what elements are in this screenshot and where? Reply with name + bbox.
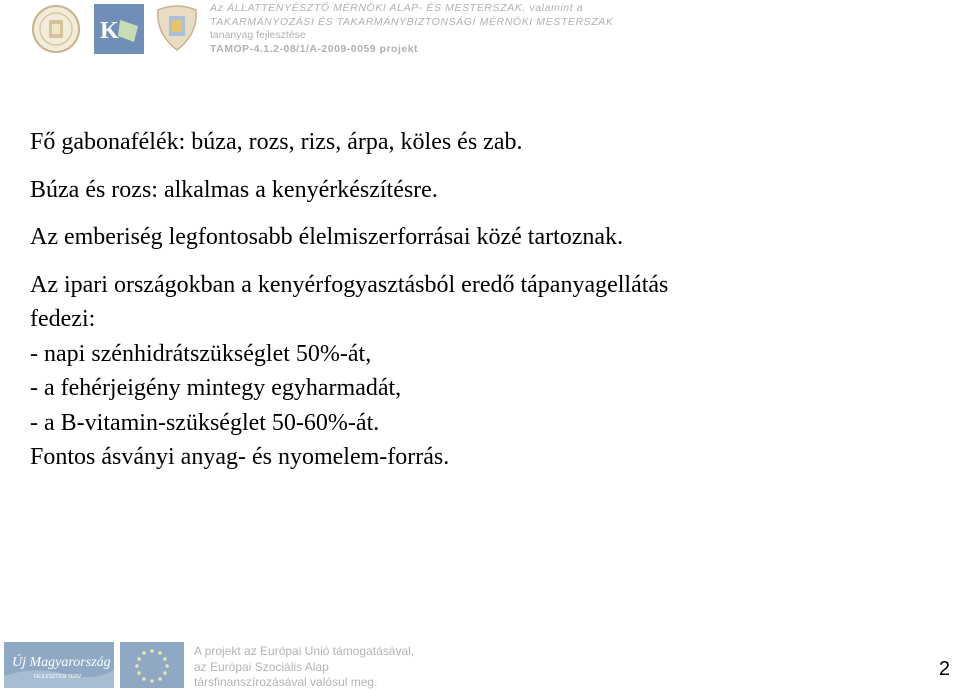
- main-cereals-text: Fő gabonafélék: búza, rozs, rizs, árpa, köles és zab.: [30, 129, 523, 155]
- coat-of-arms-logo: [152, 4, 202, 54]
- funding-line-2: az Európai Szociális Alap: [194, 659, 329, 674]
- funding-line-3: társfinanszírozásával valósul meg.: [194, 675, 378, 689]
- food-source-text: Az emberiség legfontosabb élelmiszerforrásai közé tartoznak.: [30, 224, 624, 250]
- industrial-countries-text-line2: fedezi:: [30, 306, 96, 332]
- eu-flag-logo: [120, 642, 184, 688]
- funding-line-1: A projekt az Európai Unió támogatásával,: [194, 644, 415, 658]
- uj-magyarorszag-logo: [4, 642, 114, 688]
- header-project-id: TAMOP-4.1.2-08/1/A-2009-0059 projekt: [210, 42, 419, 55]
- slide-footer: [0, 642, 960, 690]
- k-faculty-logo: [94, 4, 144, 54]
- header-line-3: tananyag fejlesztése: [210, 29, 306, 41]
- list-item: - a B-vitamin-szükséglet 50-60%-át.: [30, 409, 380, 436]
- svg-text:K: K: [100, 18, 119, 44]
- university-seal-logo: [30, 4, 88, 54]
- svg-text:FEJLESZTÉSI TERV: FEJLESZTÉSI TERV: [34, 674, 82, 680]
- slide-body: [30, 125, 950, 475]
- list-item: - a fehérjeigény mintegy egyharmadát,: [30, 375, 402, 401]
- wheat-rye-text: Búza és rozs: alkalmas a kenyérkészítésre.: [30, 176, 438, 203]
- svg-text:Új Magyarország: Új Magyarország: [12, 655, 111, 670]
- industrial-countries-text-line1: Az ipari országokban a kenyérfogyasztásból eredő tápanyagellátás: [30, 271, 669, 298]
- list-item: - napi szénhidrátszükséglet 50%-át,: [30, 340, 372, 367]
- eu-funding-text: [194, 644, 414, 691]
- header-line-1: Az ÁLLATTENYÉSZTŐ MÉRNÖKI ALAP- ÉS MESTERSZAK, valamint a: [210, 2, 584, 14]
- mineral-source-text: Fontos ásványi anyag- és nyomelem-forrás.: [30, 444, 450, 470]
- page-number: 2: [938, 658, 950, 680]
- slide-header: [0, 0, 960, 62]
- header-line-2: TAKARMÁNYOZÁSI ÉS TAKARMÁNYBIZTONSÁGI MÉRNÖKI MESTERSZAK: [210, 15, 614, 28]
- project-header-text: [210, 2, 614, 56]
